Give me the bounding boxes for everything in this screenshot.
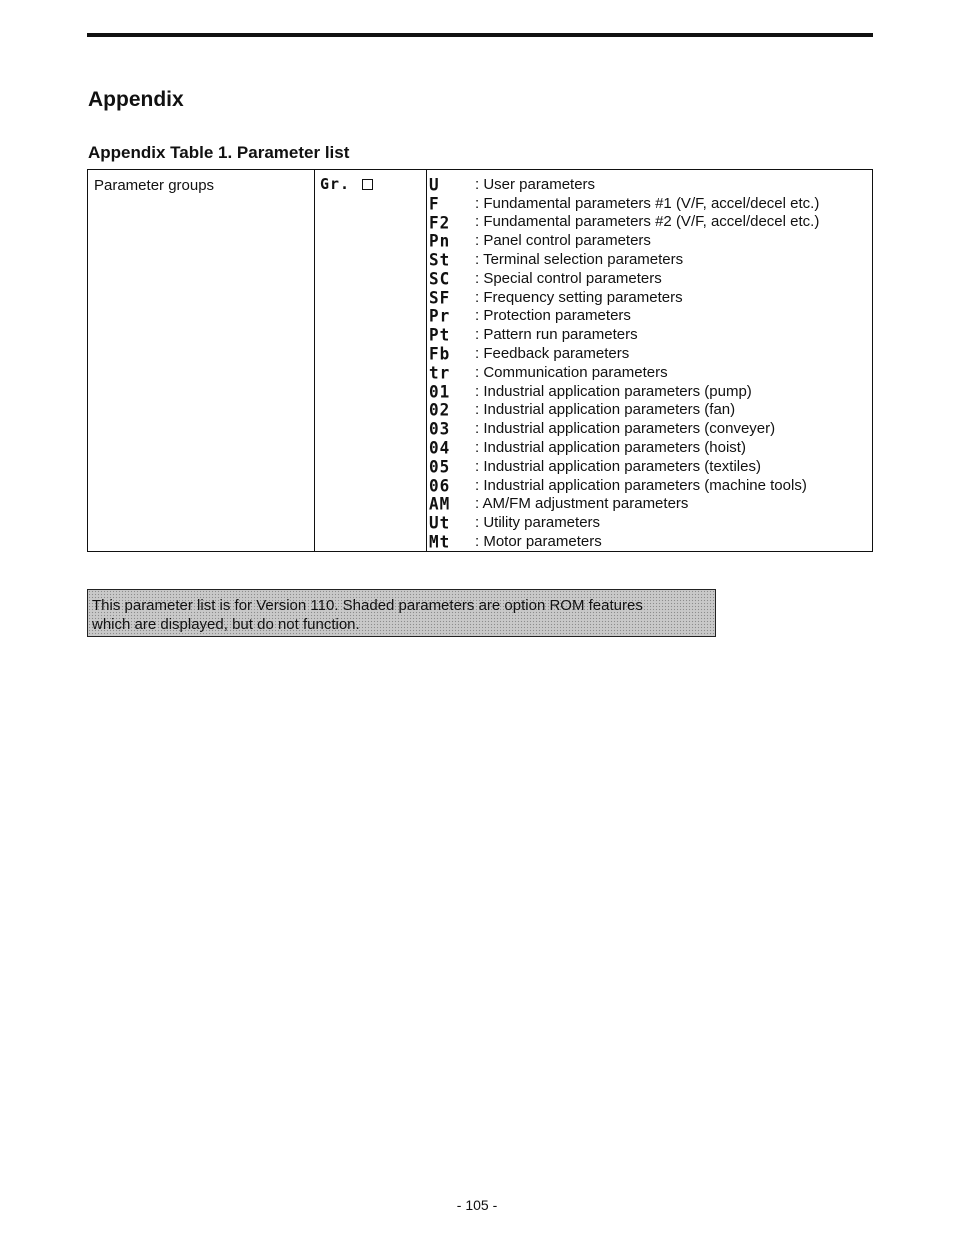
group-description: : User parameters: [475, 175, 596, 193]
group-menu-code-text: Gr.: [320, 175, 351, 193]
group-code: 04: [429, 437, 451, 458]
parameter-group-row: [428, 344, 864, 363]
parameter-table: [87, 169, 873, 552]
group-description: : Communication parameters: [475, 363, 668, 381]
group-code: 02: [429, 399, 451, 420]
version-note: [87, 589, 716, 637]
group-description: : Frequency setting parameters: [475, 288, 683, 306]
group-description: : Industrial application parameters (fan): [475, 401, 736, 419]
group-description: : Feedback parameters: [475, 345, 630, 363]
group-code: St: [429, 249, 451, 270]
display-box-icon: [362, 179, 373, 190]
parameter-group-row: [428, 175, 864, 194]
group-description: : Special control parameters: [475, 269, 662, 287]
top-rule: [87, 33, 873, 37]
group-code: F2: [429, 212, 451, 232]
group-code: 01: [429, 381, 451, 402]
group-description: : Industrial application parameters (pump): [475, 382, 752, 400]
group-description: : Utility parameters: [475, 514, 601, 532]
group-code: SF: [429, 287, 451, 308]
group-code: AM: [429, 493, 451, 514]
group-code: SC: [429, 268, 451, 289]
parameter-group-row: [428, 513, 864, 532]
parameter-group-row: [428, 325, 864, 344]
parameter-groups-label: Parameter groups: [94, 177, 215, 194]
page-number: - 105 -: [456, 1197, 498, 1213]
group-code: tr: [429, 362, 451, 383]
group-code: Pn: [429, 230, 451, 251]
parameter-group-row: [428, 476, 864, 495]
page-heading: Appendix: [88, 88, 184, 111]
parameter-group-row: [428, 269, 864, 288]
group-code: Pt: [429, 324, 451, 345]
parameter-group-row: [428, 495, 864, 514]
group-menu-code: [320, 175, 373, 193]
parameter-group-row: [428, 401, 864, 420]
group-description: : Terminal selection parameters: [475, 251, 684, 269]
parameter-group-row: [428, 213, 864, 232]
parameter-group-row: [428, 438, 864, 457]
parameter-group-row: [428, 363, 864, 382]
group-code: 05: [429, 456, 451, 477]
group-description: : Industrial application parameters (conveyer): [475, 420, 776, 438]
group-description: : AM/FM adjustment parameters: [475, 495, 689, 513]
parameter-group-row: [428, 382, 864, 401]
table-title: Appendix Table 1. Parameter list: [88, 143, 350, 162]
group-code: Ut: [429, 512, 451, 533]
parameter-group-list: [428, 175, 864, 551]
column-divider: [314, 170, 315, 551]
group-description: : Panel control parameters: [475, 232, 651, 250]
group-code: 06: [429, 475, 451, 496]
parameter-group-row: [428, 288, 864, 307]
version-note-line: This parameter list is for Version 110. Shaded parameters are option ROM features: [92, 597, 643, 614]
version-note-line: which are displayed, but do not function.: [92, 616, 360, 633]
group-description: : Pattern run parameters: [475, 326, 638, 344]
column-divider: [426, 170, 427, 551]
parameter-group-row: [428, 231, 864, 250]
group-code: U: [429, 174, 440, 195]
group-description: : Motor parameters: [475, 533, 602, 551]
parameter-group-row: [428, 457, 864, 476]
parameter-group-row: [428, 419, 864, 438]
group-description: : Fundamental parameters #2 (V/F, accel/decel etc.): [475, 213, 820, 231]
group-code: 03: [429, 418, 451, 439]
group-code: Fb: [429, 343, 451, 364]
group-code: Pr: [429, 306, 451, 326]
group-code: F: [429, 193, 440, 214]
group-code: Mt: [429, 531, 451, 552]
group-description: : Industrial application parameters (textiles): [475, 457, 761, 475]
group-description: : Protection parameters: [475, 307, 631, 325]
parameter-group-row: [428, 532, 864, 551]
parameter-group-row: [428, 250, 864, 269]
group-description: : Industrial application parameters (machine tools): [475, 476, 807, 494]
parameter-group-row: [428, 307, 864, 326]
parameter-group-row: [428, 194, 864, 213]
group-description: : Fundamental parameters #1 (V/F, accel/decel etc.): [475, 194, 820, 212]
group-description: : Industrial application parameters (hoist): [475, 439, 746, 457]
